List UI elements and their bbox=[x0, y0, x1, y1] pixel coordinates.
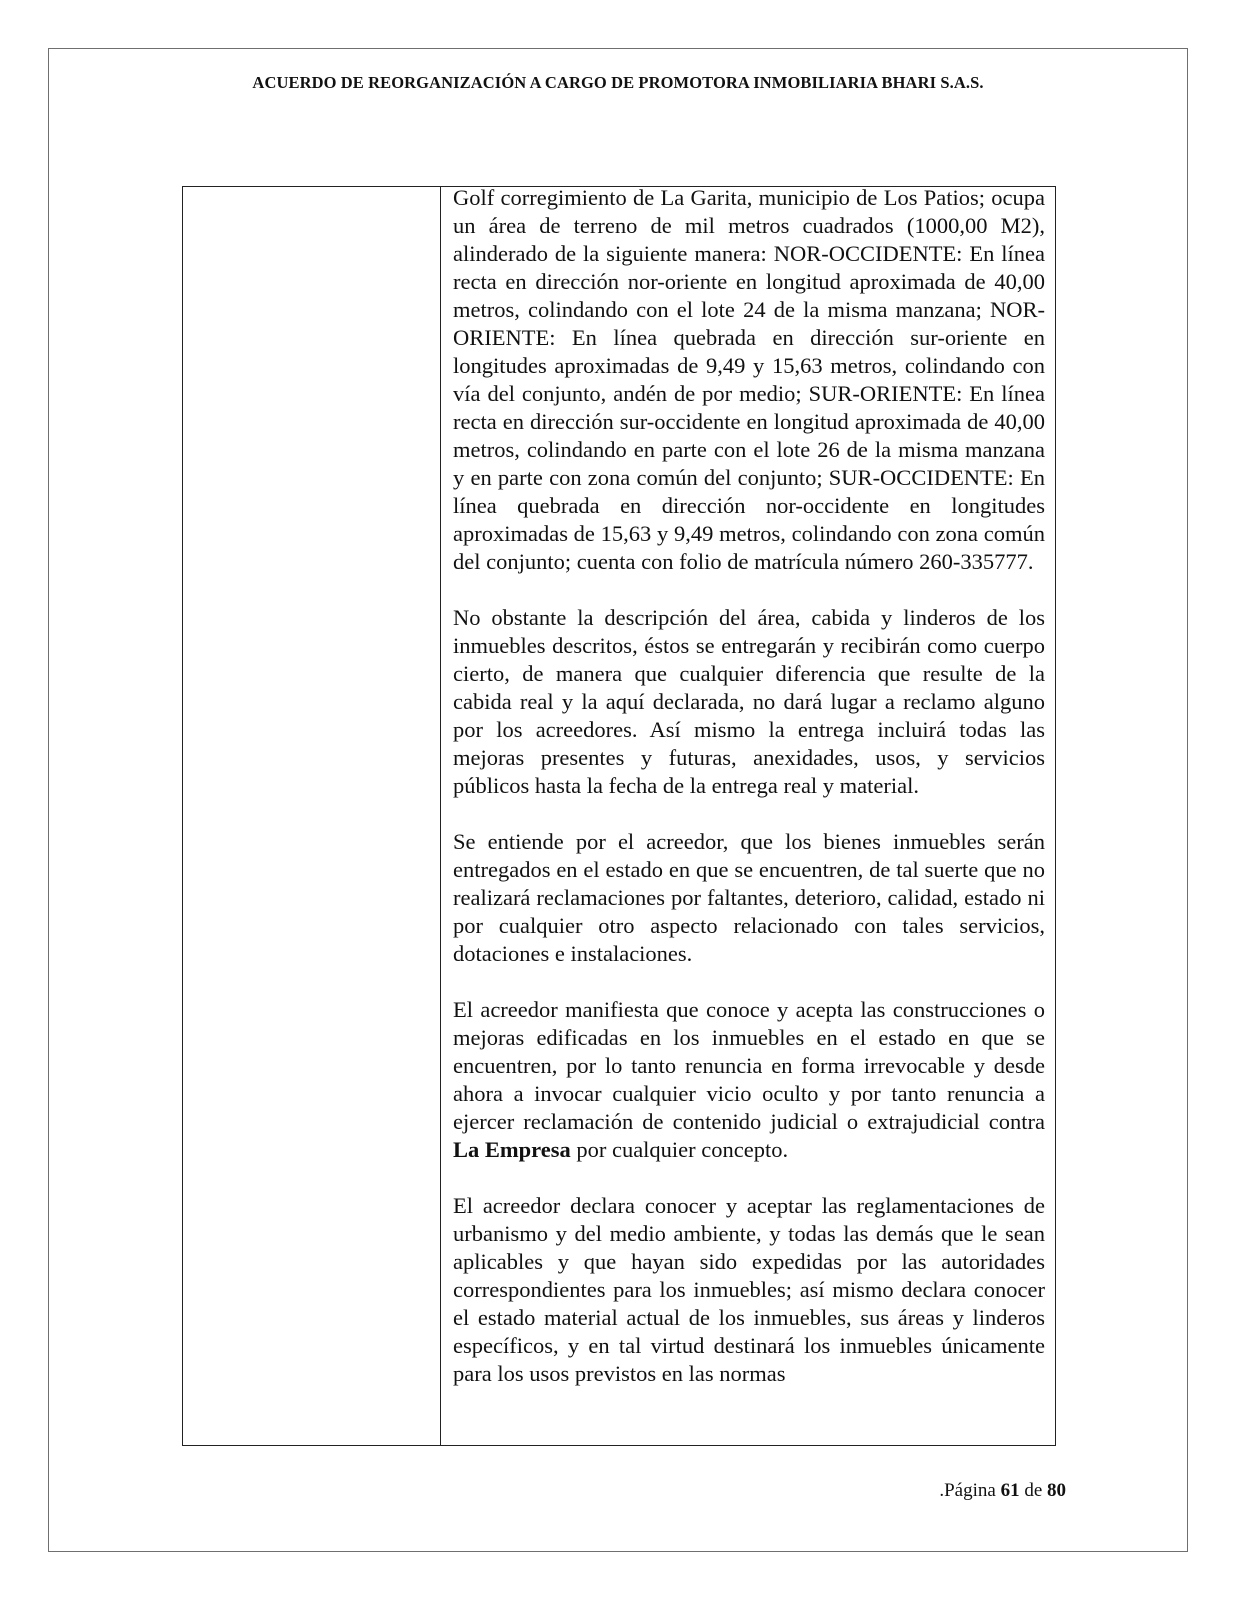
paragraph-property-description: Golf corregimiento de La Garita, municipio de Los Patios; ocupa un área de terreno de mil metros cuadrados (1000,00 M2), alinderado de la siguiente manera: NOR-OCCIDENTE: En línea recta en dirección nor-oriente en longitud aproximada de 40,00 metros, colindando con el lote 24 de la misma manzana; NOR-ORIENTE: En línea quebrada en dirección sur-oriente en longitudes aproximadas de 9,49 y 15,63 metros, colindando con vía del conjunto, andén de por medio; SUR-ORIENTE: En línea recta en dirección sur-occidente en longitud aproximada de 40,00 metros, colindando en parte con el lote 26 de la misma manzana y en parte con zona común del conjunto; SUR-OCCIDENTE: En línea quebrada en dirección nor-occidente en longitudes aproximadas de 15,63 y 9,49 metros, colindando con zona común del conjunto; cuenta con folio de matrícula número 260-335777. bbox=[453, 187, 1045, 574]
page-number-footer bbox=[939, 1480, 1066, 1502]
footer-separator: de bbox=[1019, 1480, 1047, 1501]
paragraph-renuncia bbox=[453, 996, 1045, 1164]
table-right-column bbox=[441, 187, 1055, 1445]
content-table bbox=[182, 186, 1056, 1446]
footer-prefix: .Página bbox=[939, 1480, 1001, 1501]
paragraph-renuncia-after: por cualquier concepto. bbox=[570, 1137, 789, 1162]
paragraph-estado-entrega: Se entiende por el acreedor, que los bienes inmuebles serán entregados en el estado en que se encuentren, de tal suerte que no realizará reclamaciones por faltantes, deterioro, calidad, estado ni por cualquier otro aspecto relacionado con tales servicios, dotaciones e instalaciones. bbox=[453, 829, 1045, 966]
paragraph-reglamentaciones: El acreedor declara conocer y aceptar las reglamentaciones de urbanismo y del medio ambiente, y todas las demás que le sean aplicables y que hayan sido expedidas por las autoridades correspondientes para los inmuebles; así mismo declara conocer el estado material actual de los inmuebles, sus áreas y linderos específicos, y en tal virtud destinará los inmuebles únicamente para los usos previstos en las normas bbox=[453, 1193, 1045, 1386]
paragraph-cuerpo-cierto: No obstante la descripción del área, cabida y linderos de los inmuebles descritos, éstos se entregarán y recibirán como cuerpo cierto, de manera que cualquier diferencia que resulte de la cabida real y la aquí declarada, no dará lugar a reclamo alguno por los acreedores. Así mismo la entrega incluirá todas las mejoras presentes y futuras, anexidades, usos, y servicios públicos hasta la fecha de la entrega real y material. bbox=[453, 605, 1045, 798]
paragraph-renuncia-before: El acreedor manifiesta que conoce y acepta las construcciones o mejoras edificadas en los inmuebles en el estado en que se encuentren, por lo tanto renuncia en forma irrevocable y desde ahora a invocar cualquier vicio oculto y por tanto renuncia a ejercer reclamación de contenido judicial o extrajudicial contra bbox=[453, 997, 1045, 1134]
la-empresa-bold: La Empresa bbox=[453, 1137, 571, 1162]
footer-total-pages: 80 bbox=[1047, 1480, 1066, 1501]
footer-current-page: 61 bbox=[1000, 1480, 1020, 1501]
table-left-column bbox=[183, 187, 441, 1445]
document-header: ACUERDO DE REORGANIZACIÓN A CARGO DE PROMOTORA INMOBILIARIA BHARI S.A.S. bbox=[252, 73, 984, 92]
